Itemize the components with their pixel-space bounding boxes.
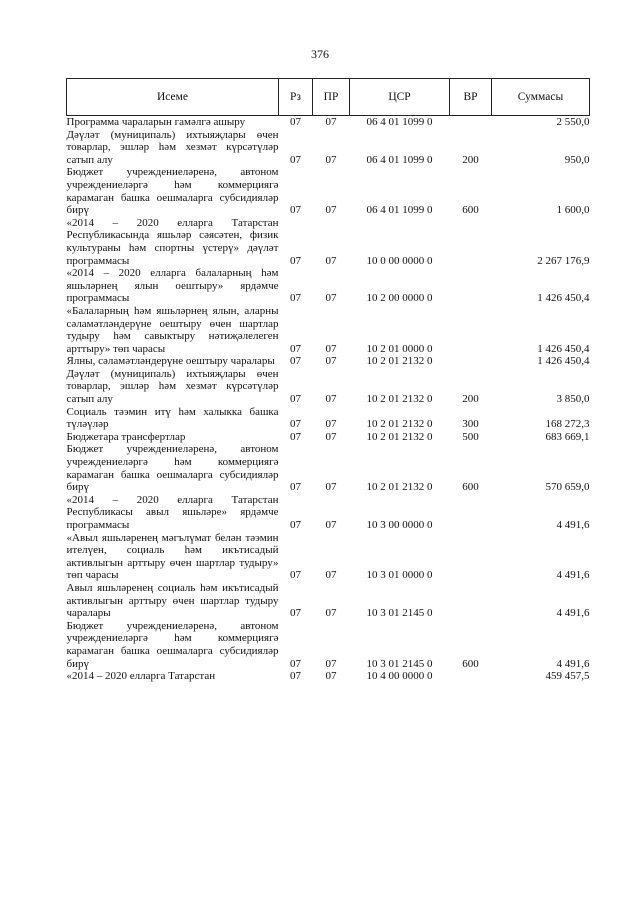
cell-rz: 07 bbox=[290, 418, 301, 431]
cell-rz: 07 bbox=[290, 607, 301, 620]
table-row bbox=[67, 129, 590, 167]
cell-vr: 200 bbox=[462, 153, 479, 166]
cell-vr bbox=[450, 355, 492, 368]
cell-name: «2014 – 2020 елларга Татарстан Республикасында яшьләр сәясәтен, физик культураны һәм спортны үстерү» дәүләт программасы bbox=[66, 216, 279, 267]
cell-csr: 10 2 01 2132 0 bbox=[366, 430, 433, 443]
table-row bbox=[67, 166, 590, 216]
column-header-name: Исеме bbox=[67, 79, 279, 116]
cell-sum: 4 491,6 bbox=[556, 519, 590, 531]
cell-csr: 10 2 00 0000 0 bbox=[366, 292, 433, 305]
cell-pr: 07 bbox=[325, 254, 337, 267]
table-row bbox=[67, 582, 590, 620]
cell-sum: 168 272,3 bbox=[545, 418, 590, 431]
cell-sum: 1 600,0 bbox=[556, 204, 590, 217]
page-number: 376 bbox=[311, 47, 329, 61]
cell-pr: 07 bbox=[325, 519, 337, 531]
cell-vr bbox=[450, 582, 492, 620]
cell-pr: 07 bbox=[325, 657, 337, 670]
table-row bbox=[67, 355, 590, 368]
table-body bbox=[67, 116, 590, 683]
cell-vr: 600 bbox=[462, 657, 479, 670]
cell-vr bbox=[450, 217, 492, 267]
cell-sum: 683 669,1 bbox=[545, 430, 590, 443]
table-row bbox=[67, 305, 590, 355]
cell-sum: 2 550,0 bbox=[556, 116, 590, 128]
cell-name: Бюджет учреждениеләренә, автоном учреждениеләргә һәм коммерциягә карамаган башка оешмаларга субсидияләр бирү bbox=[66, 619, 279, 670]
table-row bbox=[67, 532, 590, 582]
cell-rz: 07 bbox=[290, 670, 301, 683]
cell-csr: 10 3 00 0000 0 bbox=[366, 519, 433, 531]
column-header-rz: Рз bbox=[279, 79, 313, 116]
cell-sum: 2 267 176,9 bbox=[537, 254, 590, 267]
cell-rz: 07 bbox=[290, 292, 301, 305]
table-row bbox=[67, 116, 590, 129]
cell-pr: 07 bbox=[325, 204, 337, 217]
cell-csr: 10 2 01 2132 0 bbox=[366, 393, 433, 406]
cell-csr: 06 4 01 1099 0 bbox=[366, 153, 433, 166]
cell-name: «2014 – 2020 елларга Татарстан Республикасы авыл яшьләре» ярдәмче программасы bbox=[66, 493, 279, 531]
cell-rz: 07 bbox=[290, 116, 301, 128]
cell-vr: 200 bbox=[462, 393, 479, 406]
table-header-row bbox=[67, 79, 590, 116]
cell-name: Программа чараларын гамәлгә ашыру bbox=[66, 116, 246, 128]
table-row bbox=[67, 494, 590, 532]
cell-rz: 07 bbox=[290, 481, 301, 494]
table-row bbox=[67, 443, 590, 493]
cell-rz: 07 bbox=[290, 342, 301, 355]
table-row bbox=[67, 368, 590, 406]
cell-pr: 07 bbox=[325, 481, 337, 494]
cell-sum: 950,0 bbox=[564, 153, 590, 166]
cell-csr: 10 2 01 2132 0 bbox=[366, 355, 433, 368]
cell-name: Бюджет учреждениеләренә, автоном учреждениеләргә һәм коммерциягә карамаган башка оешмаларга субсидияләр бирү bbox=[66, 443, 279, 494]
cell-name: Дәүләт (муниципаль) ихтыяҗлары өчен товарлар, эшләр һәм хезмәт күрсәтүләр сатып алу bbox=[66, 367, 279, 406]
cell-sum: 570 659,0 bbox=[545, 481, 590, 494]
cell-csr: 10 2 01 2132 0 bbox=[366, 481, 433, 494]
cell-rz: 07 bbox=[290, 430, 301, 443]
cell-csr: 06 4 01 1099 0 bbox=[366, 116, 433, 128]
cell-vr bbox=[450, 670, 492, 683]
cell-rz: 07 bbox=[290, 355, 301, 368]
cell-name: Ялны, сәламәтләндерүне оештыру чаралары bbox=[66, 355, 275, 368]
cell-name: Авыл яшьләренең социаль һәм икътисадый активлыгын арттыру өчен шартлар тудыру чаралары bbox=[66, 581, 279, 620]
cell-name: «2014 – 2020 елларга Татарстан bbox=[66, 670, 216, 683]
cell-sum: 1 426 450,4 bbox=[537, 355, 590, 368]
cell-sum: 459 457,5 bbox=[545, 670, 590, 683]
cell-name: Бюджетара трансфертлар bbox=[66, 430, 186, 443]
table-row bbox=[67, 217, 590, 267]
cell-vr bbox=[450, 116, 492, 129]
cell-sum: 4 491,6 bbox=[556, 657, 590, 670]
cell-name: «2014 – 2020 елларга балаларның һәм яшьләрнең ялын оештыру» ярдәмче программасы bbox=[66, 267, 279, 305]
cell-name: «Авыл яшьләренең мәгълүмат белән тәэмин ителүен, социаль һәм икътисадый активлыгын арттыру өчен шартлар тудыру» төп чарасы bbox=[66, 531, 279, 582]
table-row bbox=[67, 406, 590, 431]
cell-vr: 600 bbox=[462, 481, 479, 494]
table-row bbox=[67, 431, 590, 444]
cell-pr: 07 bbox=[325, 430, 337, 443]
cell-pr: 07 bbox=[325, 418, 337, 431]
table-row bbox=[67, 267, 590, 305]
cell-pr: 07 bbox=[325, 355, 337, 368]
cell-name: Бюджет учреждениеләренә, автоном учреждениеләргә һәм коммерциягә карамаган башка оешмаларга субсидияләр бирү bbox=[66, 166, 279, 217]
cell-pr: 07 bbox=[325, 607, 337, 620]
column-header-csr: ЦСР bbox=[350, 79, 450, 116]
cell-rz: 07 bbox=[290, 519, 301, 531]
cell-sum: 3 850,0 bbox=[556, 393, 590, 406]
cell-name: Дәүләт (муниципаль) ихтыяҗлары өчен товарлар, эшләр һәм хезмәт күрсәтүләр сатып алу bbox=[66, 128, 279, 166]
cell-vr: 600 bbox=[462, 204, 479, 217]
cell-sum: 1 426 450,4 bbox=[537, 342, 590, 355]
cell-rz: 07 bbox=[290, 254, 301, 267]
cell-csr: 06 4 01 1099 0 bbox=[366, 204, 433, 217]
cell-csr: 10 2 01 2132 0 bbox=[366, 418, 433, 431]
column-header-vr: ВР bbox=[450, 79, 492, 116]
cell-pr: 07 bbox=[325, 569, 337, 582]
cell-rz: 07 bbox=[290, 657, 301, 670]
cell-rz: 07 bbox=[290, 153, 301, 166]
cell-csr: 10 3 01 0000 0 bbox=[366, 569, 433, 582]
cell-sum: 4 491,6 bbox=[556, 569, 590, 582]
column-header-sum: Суммасы bbox=[492, 79, 590, 116]
cell-pr: 07 bbox=[325, 393, 337, 406]
column-header-pr: ПР bbox=[313, 79, 350, 116]
cell-rz: 07 bbox=[290, 204, 301, 217]
cell-pr: 07 bbox=[325, 292, 337, 305]
cell-vr: 300 bbox=[462, 418, 479, 431]
cell-rz: 07 bbox=[290, 393, 301, 406]
cell-vr bbox=[450, 532, 492, 582]
cell-csr: 10 4 00 0000 0 bbox=[366, 670, 433, 683]
cell-vr: 500 bbox=[462, 430, 479, 443]
budget-table bbox=[66, 78, 590, 683]
cell-name: Социаль тәэмин итү һәм халыкка башка түләүләр bbox=[66, 405, 279, 431]
cell-pr: 07 bbox=[325, 116, 337, 128]
cell-sum: 1 426 450,4 bbox=[537, 292, 590, 305]
cell-pr: 07 bbox=[325, 342, 337, 355]
cell-vr bbox=[450, 494, 492, 532]
cell-rz: 07 bbox=[290, 569, 301, 582]
cell-csr: 10 3 01 2145 0 bbox=[366, 657, 433, 670]
cell-csr: 10 3 01 2145 0 bbox=[366, 607, 433, 620]
cell-vr bbox=[450, 305, 492, 355]
cell-csr: 10 2 01 0000 0 bbox=[366, 342, 433, 355]
cell-pr: 07 bbox=[325, 153, 337, 166]
cell-csr: 10 0 00 0000 0 bbox=[366, 254, 433, 267]
cell-sum: 4 491,6 bbox=[556, 607, 590, 620]
cell-pr: 07 bbox=[325, 670, 337, 683]
cell-name: «Балаларның һәм яшьләрнең ялын, аларны сәламәтләндерүне оештыру өчен шартлар тудыру һәм савыктыру нәтиҗәлелеген арттыру» төп чарасы bbox=[66, 304, 279, 355]
cell-vr bbox=[450, 267, 492, 305]
table-row bbox=[67, 620, 590, 670]
table-row bbox=[67, 670, 590, 683]
